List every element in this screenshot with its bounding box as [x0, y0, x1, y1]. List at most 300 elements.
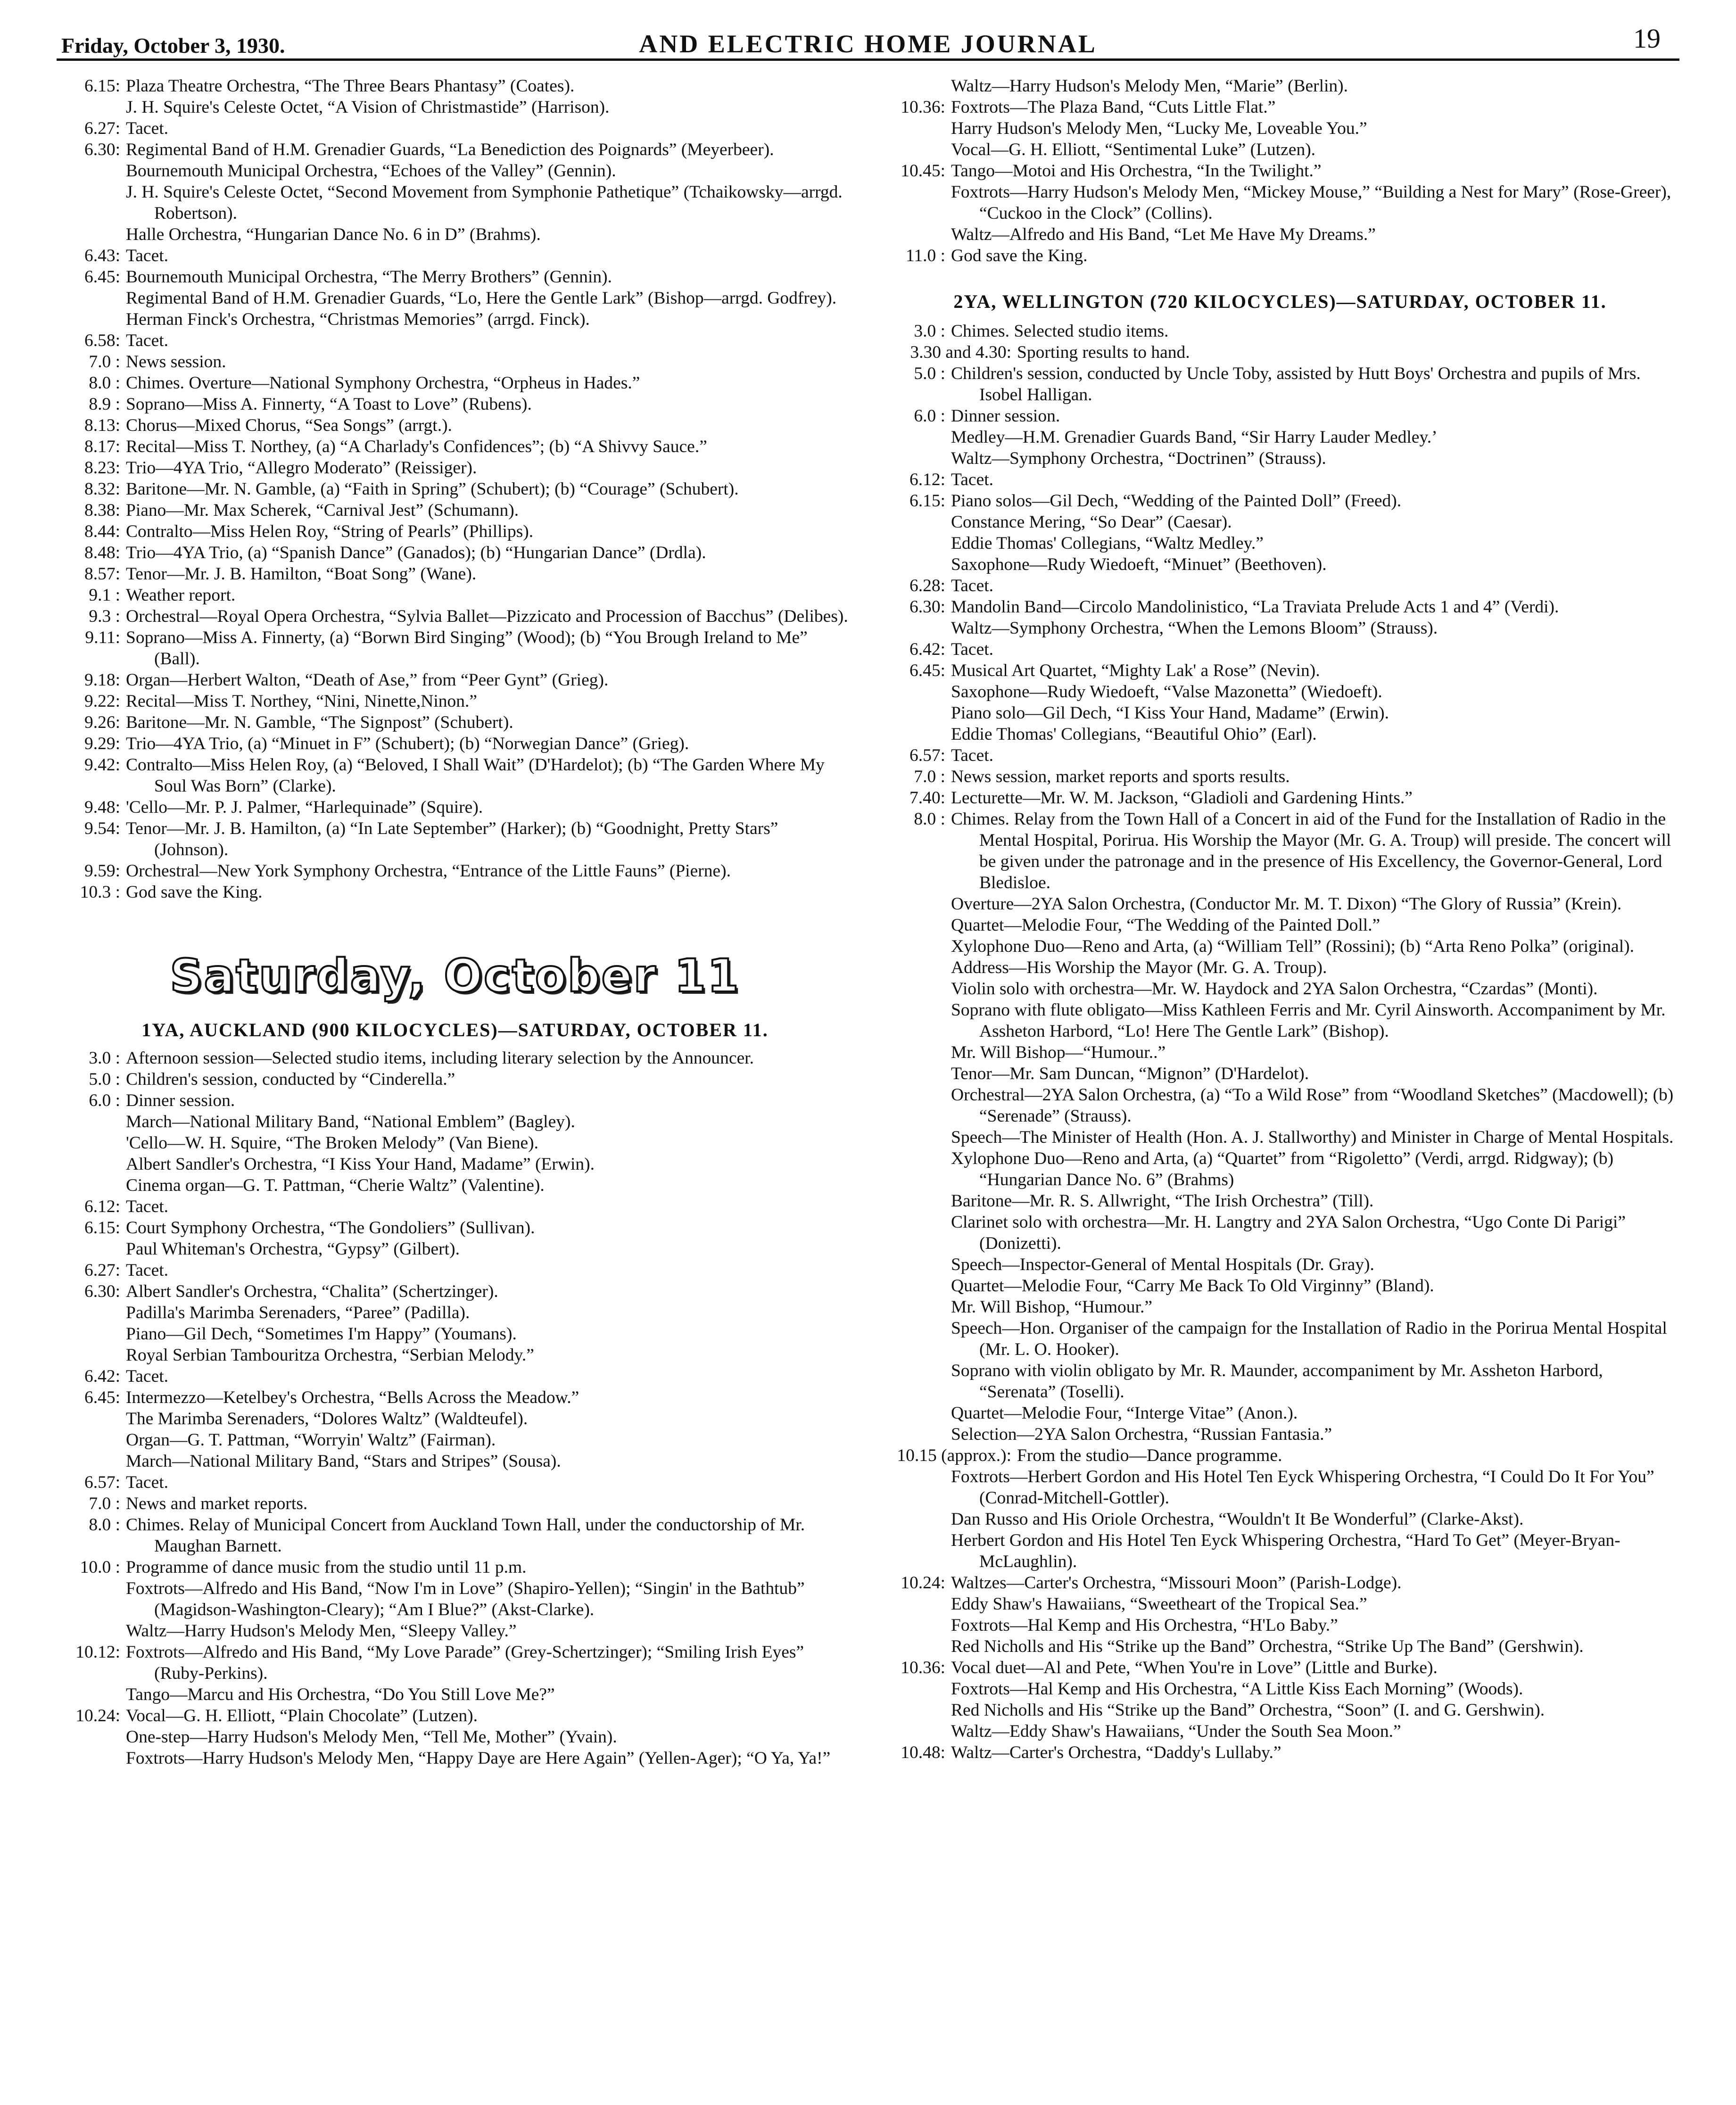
- entry-time: [886, 915, 951, 936]
- entry-time: [886, 1148, 951, 1190]
- entry-text: 'Cello—W. H. Squire, “The Broken Melody” (Van Biene).: [126, 1133, 538, 1153]
- programme-entry: [886, 1148, 1674, 1190]
- entry-time: [886, 224, 951, 245]
- entry-time: 7.0 :: [89, 352, 120, 371]
- entry-time: [886, 448, 951, 469]
- programme-entry: [61, 860, 849, 882]
- entry-time: 10.3 :: [80, 883, 120, 902]
- entry-time: [61, 1726, 126, 1748]
- entry-time: [61, 1620, 126, 1642]
- entry-text: Weather report.: [126, 586, 236, 605]
- programme-entry: [886, 1275, 1674, 1296]
- entry-time: [61, 309, 126, 330]
- entry-time: 6.30:: [84, 140, 120, 159]
- entry-text: Dan Russo and His Oriole Orchestra, “Wouldn't It Be Wonderful” (Clarke-Akst).: [951, 1510, 1524, 1529]
- entry-text: Children's session, conducted by “Cinderella.”: [126, 1070, 455, 1089]
- programme-list-4ya-friday: [61, 75, 849, 903]
- entry-text: Dinner session.: [126, 1091, 235, 1110]
- programme-entry: [61, 372, 849, 394]
- entry-text: Waltzes—Carter's Orchestra, “Missouri Moon” (Parish-Lodge).: [951, 1573, 1402, 1593]
- entry-time: [61, 1111, 126, 1132]
- entry-text: Bournemouth Municipal Orchestra, “The Merry Brothers” (Gennin).: [126, 267, 612, 287]
- entry-time: [886, 533, 951, 554]
- saturday-heading: Saturday, October 11: [170, 949, 740, 1002]
- programme-entry: [61, 542, 849, 563]
- entry-text: Waltz—Symphony Orchestra, “Doctrinen” (Strauss).: [951, 449, 1326, 468]
- entry-text: Violin solo with orchestra—Mr. W. Haydock and 2YA Salon Orchestra, “Czardas” (Monti).: [951, 979, 1598, 999]
- entry-time: [886, 618, 951, 639]
- entry-text: Soprano with flute obligato—Miss Kathleen Ferris and Mr. Cyril Ainsworth. Accompaniment by Mr. Assheton Harbord, “Lo! Here The Gentle Lark” (Bishop).: [951, 1000, 1666, 1041]
- entry-time: [886, 75, 951, 97]
- entry-text: Eddie Thomas' Collegians, “Waltz Medley.”: [951, 534, 1264, 553]
- programme-entry: [61, 75, 849, 97]
- entry-time: 10.12:: [75, 1643, 120, 1662]
- entry-text: Plaza Theatre Orchestra, “The Three Bears Phantasy” (Coates).: [126, 76, 575, 96]
- entry-text: Children's session, conducted by Uncle Toby, assisted by Hutt Boys' Orchestra and pupils of Mrs. Isobel Halligan.: [951, 364, 1641, 404]
- entry-time: 5.0 :: [89, 1070, 120, 1089]
- entry-time: 8.38:: [84, 501, 120, 520]
- programme-entry: [886, 363, 1674, 405]
- programme-entry: [61, 1323, 849, 1345]
- entry-text: March—National Military Band, “National Emblem” (Bagley).: [126, 1112, 575, 1131]
- entry-text: Waltz—Harry Hudson's Melody Men, “Sleepy Valley.”: [126, 1621, 517, 1641]
- entry-text: Mr. Will Bishop—“Humour..”: [951, 1043, 1166, 1062]
- programme-entry: [886, 1678, 1674, 1700]
- entry-text: Vocal duet—Al and Pete, “When You're in Love” (Little and Burke).: [951, 1658, 1438, 1677]
- entry-time: [61, 1175, 126, 1196]
- entry-time: 8.0 :: [914, 809, 945, 829]
- entry-time: 6.45:: [909, 661, 945, 680]
- entry-text: God save the King.: [951, 246, 1088, 265]
- entry-time: 8.44:: [84, 522, 120, 541]
- programme-entry: [886, 893, 1674, 915]
- entry-time: 6.27:: [84, 119, 120, 138]
- programme-entry: [886, 639, 1674, 660]
- entry-text: Albert Sandler's Orchestra, “Chalita” (Schertzinger).: [126, 1282, 498, 1301]
- entry-text: Padilla's Marimba Serenaders, “Paree” (Padilla).: [126, 1303, 470, 1322]
- entry-text: Tacet.: [951, 640, 994, 659]
- entry-time: [61, 160, 126, 182]
- entry-text: Chimes. Relay from the Town Hall of a Concert in aid of the Fund for the Installation of Radio in the Mental Hospital, Porirua. His Worship the Mayor (Mr. G. A. Troup) will preside. The concert will be given under the patronage and in the presence of His Excellency, the Governor-General, Lord Bledisloe.: [951, 809, 1671, 892]
- entry-text: Tacet.: [126, 1261, 169, 1280]
- entry-time: 9.54:: [84, 819, 120, 838]
- entry-text: News session, market reports and sports results.: [951, 767, 1290, 786]
- programme-entry: [61, 1493, 849, 1514]
- programme-entry: [61, 797, 849, 818]
- programme-entry: [886, 978, 1674, 999]
- programme-entry: [886, 533, 1674, 554]
- entry-text: Dinner session.: [951, 406, 1060, 426]
- entry-text: Cinema organ—G. T. Pattman, “Cherie Waltz” (Valentine).: [126, 1176, 545, 1195]
- entry-text: Recital—Miss T. Northey, (a) “A Charlady's Confidences”; (b) “A Shivvy Sauce.”: [126, 437, 707, 456]
- programme-entry: [61, 1578, 849, 1620]
- entry-time: [61, 1429, 126, 1451]
- entry-time: [61, 1408, 126, 1429]
- entry-text: The Marimba Serenaders, “Dolores Waltz” (Waldteufel).: [126, 1409, 528, 1428]
- entry-time: [886, 1466, 951, 1509]
- entry-text: Foxtrots—Herbert Gordon and His Hotel Ten Eyck Whispering Orchestra, “I Could Do It For You” (Conrad-Mitchell-Gottler).: [951, 1467, 1654, 1508]
- programme-entry: [886, 448, 1674, 469]
- programme-entry: [61, 288, 849, 309]
- entry-text: Eddie Thomas' Collegians, “Beautiful Ohio” (Earl).: [951, 725, 1317, 744]
- programme-entry: [61, 1111, 849, 1132]
- programme-entry: [61, 1642, 849, 1684]
- programme-entry: [61, 457, 849, 479]
- programme-entry: [886, 1721, 1674, 1742]
- programme-entry: [886, 596, 1674, 618]
- programme-entry: [61, 1451, 849, 1472]
- entry-text: Piano solos—Gil Dech, “Wedding of the Painted Doll” (Freed).: [951, 491, 1402, 511]
- programme-entry: [886, 490, 1674, 512]
- programme-entry: [61, 1302, 849, 1323]
- entry-text: Quartet—Melodie Four, “Carry Me Back To Old Virginny” (Bland).: [951, 1276, 1434, 1296]
- entry-text: Musical Art Quartet, “Mighty Lak' a Rose” (Nevin).: [951, 661, 1320, 680]
- programme-entry: [61, 1472, 849, 1493]
- entry-text: Medley—H.M. Grenadier Guards Band, “Sir Harry Lauder Medley.’: [951, 428, 1438, 447]
- programme-entry: [61, 160, 849, 182]
- entry-text: Quartet—Melodie Four, “Interge Vitae” (Anon.).: [951, 1403, 1298, 1423]
- programme-entry: [61, 1154, 849, 1175]
- entry-time: 6.43:: [84, 246, 120, 265]
- entry-text: Tacet.: [126, 1197, 169, 1216]
- programme-entry: [61, 818, 849, 860]
- entry-text: Soprano with violin obligato by Mr. R. Maunder, accompaniment by Mr. Assheton Harbord, “Serenata” (Toselli).: [951, 1361, 1603, 1402]
- entry-time: [886, 999, 951, 1042]
- entry-text: Chimes. Selected studio items.: [951, 322, 1169, 341]
- programme-entry: [61, 330, 849, 351]
- entry-time: [886, 1190, 951, 1212]
- programme-entry: [61, 1514, 849, 1557]
- entry-time: 8.23:: [84, 458, 120, 478]
- entry-time: [886, 427, 951, 448]
- entry-time: 6.15:: [909, 491, 945, 511]
- programme-entry: [61, 118, 849, 139]
- programme-entry: [886, 745, 1674, 766]
- entry-text: From the studio—Dance programme.: [1017, 1446, 1282, 1465]
- entry-text: Foxtrots—Harry Hudson's Melody Men, “Happy Daye are Here Again” (Yellen-Ager); “O Ya, Ya!”: [126, 1749, 831, 1768]
- programme-entry: [886, 766, 1674, 787]
- entry-time: [61, 1345, 126, 1366]
- entry-text: Court Symphony Orchestra, “The Gondoliers” (Sullivan).: [126, 1218, 535, 1238]
- entry-time: 6.58:: [84, 331, 120, 350]
- entry-time: [886, 1636, 951, 1657]
- entry-text: Baritone—Mr. R. S. Allwright, “The Irish Orchestra” (Till).: [951, 1191, 1374, 1211]
- programme-entry: [61, 1557, 849, 1578]
- entry-text: Herman Finck's Orchestra, “Christmas Memories” (arrgd. Finck).: [126, 310, 590, 329]
- programme-entry: [61, 351, 849, 372]
- entry-text: Piano solo—Gil Dech, “I Kiss Your Hand, Madame” (Erwin).: [951, 703, 1389, 723]
- programme-entry: [61, 1069, 849, 1090]
- programme-entry: [61, 394, 849, 415]
- entry-time: [886, 702, 951, 724]
- programme-entry: [886, 182, 1674, 224]
- entry-time: [61, 1323, 126, 1345]
- entry-time: 6.0 :: [914, 406, 945, 426]
- entry-time: 9.18:: [84, 670, 120, 690]
- entry-time: 6.45:: [84, 267, 120, 287]
- programme-entry: [886, 1530, 1674, 1572]
- programme-entry: [886, 469, 1674, 490]
- programme-entry: [61, 1705, 849, 1726]
- entry-text: Red Nicholls and His “Strike up the Band” Orchestra, “Strike Up The Band” (Gershwin).: [951, 1637, 1584, 1656]
- entry-time: [886, 1509, 951, 1530]
- entry-time: [61, 1748, 126, 1769]
- programme-entry: [886, 1127, 1674, 1148]
- entry-text: Baritone—Mr. N. Gamble, “The Signpost” (Schubert).: [126, 713, 513, 732]
- programme-list-1ya: [61, 1048, 849, 1769]
- entry-text: Contralto—Miss Helen Roy, (a) “Beloved, I Shall Wait” (D'Hardelot); (b) “The Garden Where My Soul Was Born” (Clarke).: [126, 755, 825, 796]
- entry-time: 6.30:: [909, 597, 945, 617]
- entry-text: Waltz—Harry Hudson's Melody Men, “Marie” (Berlin).: [951, 76, 1348, 96]
- entry-text: Tenor—Mr. J. B. Hamilton, “Boat Song” (Wane).: [126, 564, 477, 584]
- programme-entry: [886, 1466, 1674, 1509]
- entry-text: Foxtrots—Harry Hudson's Melody Men, “Mickey Mouse,” “Building a Nest for Mary” (Rose-Greer), “Cuckoo in the Clock” (Collins).: [951, 182, 1671, 223]
- entry-text: Tacet.: [951, 576, 994, 595]
- entry-text: Foxtrots—Alfredo and His Band, “My Love Parade” (Grey-Schertzinger); “Smiling Irish Eyes” (Ruby-Perkins).: [126, 1643, 804, 1683]
- entry-time: [886, 1084, 951, 1127]
- entry-time: 8.48:: [84, 543, 120, 562]
- entry-time: 10.36:: [901, 1658, 945, 1677]
- programme-entry: [886, 427, 1674, 448]
- entry-text: Orchestral—2YA Salon Orchestra, (a) “To a Wild Rose” from “Woodland Sketches” (Macdowell); (b) “Serenade” (Strauss).: [951, 1085, 1674, 1126]
- entry-time: [886, 1318, 951, 1360]
- entry-time: [886, 1721, 951, 1742]
- entry-text: Tenor—Mr. Sam Duncan, “Mignon” (D'Hardelot).: [951, 1064, 1309, 1083]
- entry-time: 10.45:: [901, 161, 945, 181]
- entry-time: [886, 1700, 951, 1721]
- entry-text: Tacet.: [126, 1473, 169, 1492]
- programme-entry: [61, 1366, 849, 1387]
- entry-text: Orchestral—Royal Opera Orchestra, “Sylvia Ballet—Pizzicato and Procession of Bacchus” (Delibes).: [126, 607, 848, 626]
- entry-time: [886, 1678, 951, 1700]
- entry-text: J. H. Squire's Celeste Octet, “Second Movement from Symphonie Pathetique” (Tchaikowsky—arrgd. Robertson).: [126, 182, 843, 223]
- programme-entry: [61, 1748, 849, 1769]
- entry-time: [886, 139, 951, 160]
- entry-time: 6.28:: [909, 576, 945, 595]
- programme-entry: [886, 1700, 1674, 1721]
- entry-text: News and market reports.: [126, 1494, 308, 1513]
- entry-time: 6.15:: [84, 76, 120, 96]
- entry-text: Foxtrots—Hal Kemp and His Orchestra, “A Little Kiss Each Morning” (Woods).: [951, 1679, 1523, 1699]
- entry-text: Waltz—Symphony Orchestra, “When the Lemons Bloom” (Strauss).: [951, 619, 1438, 638]
- programme-entry: [886, 342, 1674, 363]
- entry-time: [61, 1684, 126, 1705]
- entry-time: [886, 893, 951, 915]
- programme-entry: [61, 245, 849, 266]
- entry-text: God save the King.: [126, 883, 263, 902]
- entry-text: Trio—4YA Trio, (a) “Minuet in F” (Schubert); (b) “Norwegian Dance” (Grieg).: [126, 734, 689, 753]
- entry-time: 8.0 :: [89, 373, 120, 393]
- entry-text: Waltz—Eddy Shaw's Hawaiians, “Under the South Sea Moon.”: [951, 1722, 1401, 1741]
- entry-time: [886, 1424, 951, 1445]
- entry-text: Saxophone—Rudy Wiedoeft, “Minuet” (Beethoven).: [951, 555, 1327, 574]
- programme-entry: [61, 139, 849, 160]
- entry-time: [886, 1127, 951, 1148]
- programme-entry: [61, 1196, 849, 1217]
- entry-text: March—National Military Band, “Stars and Stripes” (Sousa).: [126, 1452, 561, 1471]
- entry-time: 7.40:: [909, 788, 945, 808]
- programme-list-1ya-dance: [886, 75, 1674, 266]
- programme-entry: [61, 182, 849, 224]
- entry-text: Mandolin Band—Circolo Mandolinistico, “La Traviata Prelude Acts 1 and 4” (Verdi).: [951, 597, 1559, 617]
- entry-text: Piano—Mr. Max Scherek, “Carnival Jest” (Schumann).: [126, 501, 519, 520]
- entry-time: [61, 1578, 126, 1620]
- programme-entry: [61, 1345, 849, 1366]
- entry-time: 9.11:: [85, 628, 120, 647]
- programme-entry: [61, 266, 849, 288]
- programme-entry: [61, 1726, 849, 1748]
- entry-time: [886, 1275, 951, 1296]
- entry-time: [886, 1615, 951, 1636]
- entry-time: 10.15 (approx.):: [897, 1446, 1011, 1465]
- journal-title: AND ELECTRIC HOME JOURNAL: [639, 30, 1097, 58]
- programme-entry: [61, 691, 849, 712]
- entry-time: 6.12:: [84, 1197, 120, 1216]
- issue-date: Friday, October 3, 1930.: [61, 33, 285, 58]
- page-number: 19: [1633, 23, 1661, 54]
- programme-entry: [886, 1636, 1674, 1657]
- programme-entry: [886, 681, 1674, 702]
- entry-time: [886, 554, 951, 575]
- entry-time: [886, 1360, 951, 1403]
- entry-text: Saxophone—Rudy Wiedoeft, “Valse Mazonetta” (Wiedoeft).: [951, 682, 1382, 702]
- entry-time: [886, 724, 951, 745]
- entry-text: Tacet.: [951, 746, 994, 765]
- entry-text: Vocal—G. H. Elliott, “Sentimental Luke” (Lutzen).: [951, 140, 1316, 159]
- entry-time: [886, 512, 951, 533]
- entry-time: 6.42:: [909, 640, 945, 659]
- left-column: [61, 75, 849, 1769]
- entry-time: 9.59:: [84, 861, 120, 881]
- programme-entry: [61, 754, 849, 797]
- entry-text: Baritone—Mr. N. Gamble, (a) “Faith in Spring” (Schubert); (b) “Courage” (Schubert).: [126, 479, 739, 499]
- programme-entry: [886, 1360, 1674, 1403]
- entry-time: 6.57:: [909, 746, 945, 765]
- entry-time: 8.32:: [84, 479, 120, 499]
- entry-text: Bournemouth Municipal Orchestra, “Echoes of the Valley” (Gennin).: [126, 161, 616, 181]
- programme-entry: [61, 1090, 849, 1111]
- entry-text: Organ—Herbert Walton, “Death of Ase,” from “Peer Gynt” (Grieg).: [126, 670, 609, 690]
- entry-time: [886, 1403, 951, 1424]
- entry-time: [61, 224, 126, 245]
- programme-entry: [61, 627, 849, 669]
- station-heading-2ya: 2YA, WELLINGTON (720 KILOCYCLES)—SATURDAY, OCTOBER 11.: [953, 291, 1607, 312]
- entry-text: Overture—2YA Salon Orchestra, (Conductor Mr. M. T. Dixon) “The Glory of Russia” (Krein).: [951, 894, 1622, 914]
- entry-time: [61, 97, 126, 118]
- entry-time: [886, 1212, 951, 1254]
- entry-time: 9.26:: [84, 713, 120, 732]
- programme-entry: [61, 1620, 849, 1642]
- entry-text: Lecturette—Mr. W. M. Jackson, “Gladioli and Gardening Hints.”: [951, 788, 1413, 808]
- entry-text: Address—His Worship the Mayor (Mr. G. A. Troup).: [951, 958, 1327, 977]
- entry-text: Recital—Miss T. Northey, “Nini, Ninette,Ninon.”: [126, 692, 478, 711]
- header-rule: [57, 58, 1679, 61]
- entry-time: [61, 288, 126, 309]
- programme-entry: [886, 1403, 1674, 1424]
- entry-text: Albert Sandler's Orchestra, “I Kiss Your Hand, Madame” (Erwin).: [126, 1155, 595, 1174]
- entry-time: 3.30 and 4.30:: [910, 343, 1011, 362]
- programme-entry: [886, 1572, 1674, 1593]
- entry-text: Foxtrots—Alfredo and His Band, “Now I'm in Love” (Shapiro-Yellen); “Singin' in the Bathtub” (Magidson-Washington-Cleary); “Am I Blue?” (Akst-Clarke).: [126, 1579, 805, 1619]
- entry-time: 6.15:: [84, 1218, 120, 1238]
- entry-time: [886, 681, 951, 702]
- programme-entry: [886, 139, 1674, 160]
- entry-time: 8.17:: [84, 437, 120, 456]
- entry-text: Intermezzo—Ketelbey's Orchestra, “Bells Across the Meadow.”: [126, 1388, 579, 1407]
- entry-time: [61, 1451, 126, 1472]
- entry-text: Xylophone Duo—Reno and Arta, (a) “Quartet” from “Rigoletto” (Verdi, arrgd. Ridgway); (b) “Hungarian Dance No. 6” (Brahms): [951, 1149, 1614, 1189]
- entry-time: [886, 118, 951, 139]
- programme-entry: [61, 500, 849, 521]
- entry-time: 6.30:: [84, 1282, 120, 1301]
- entry-text: Speech—The Minister of Health (Hon. A. J. Stallworthy) and Minister in Charge of Mental Hospitals.: [951, 1128, 1674, 1147]
- entry-text: Tacet.: [126, 246, 169, 265]
- entry-time: [61, 1302, 126, 1323]
- programme-entry: [61, 415, 849, 436]
- programme-entry: [61, 1408, 849, 1429]
- programme-entry: [886, 160, 1674, 182]
- programme-entry: [886, 915, 1674, 936]
- entry-text: Foxtrots—Hal Kemp and His Orchestra, “H'Lo Baby.”: [951, 1616, 1338, 1635]
- entry-text: Tango—Marcu and His Orchestra, “Do You Still Love Me?”: [126, 1685, 555, 1704]
- entry-text: Constance Mering, “So Dear” (Caesar).: [951, 512, 1232, 532]
- programme-entry: [886, 809, 1674, 893]
- programme-entry: [61, 97, 849, 118]
- entry-text: Orchestral—New York Symphony Orchestra, “Entrance of the Little Fauns” (Pierne).: [126, 861, 731, 881]
- programme-entry: [886, 224, 1674, 245]
- programme-entry: [61, 224, 849, 245]
- programme-entry: [61, 479, 849, 500]
- entry-time: 7.0 :: [914, 767, 945, 786]
- programme-entry: [886, 1424, 1674, 1445]
- entry-time: 3.0 :: [89, 1048, 120, 1068]
- programme-entry: [886, 1190, 1674, 1212]
- programme-entry: [886, 245, 1674, 266]
- programme-entry: [886, 1445, 1674, 1466]
- programme-entry: [61, 1238, 849, 1260]
- entry-time: 9.42:: [84, 755, 120, 775]
- entry-text: Soprano—Miss A. Finnerty, “A Toast to Love” (Rubens).: [126, 395, 532, 414]
- entry-time: 6.45:: [84, 1388, 120, 1407]
- entry-time: 10.0 :: [80, 1558, 120, 1577]
- programme-entry: [61, 1175, 849, 1196]
- entry-time: 9.29:: [84, 734, 120, 753]
- entry-text: Harry Hudson's Melody Men, “Lucky Me, Loveable You.”: [951, 119, 1367, 138]
- entry-text: Tenor—Mr. J. B. Hamilton, (a) “In Late September” (Harker); (b) “Goodnight, Pretty Stars” (Johnson).: [126, 819, 778, 859]
- programme-entry: [61, 1132, 849, 1154]
- entry-time: 6.12:: [909, 470, 945, 489]
- programme-entry: [886, 512, 1674, 533]
- entry-text: Halle Orchestra, “Hungarian Dance No. 6 in D” (Brahms).: [126, 225, 541, 244]
- page-header: [61, 19, 1675, 57]
- entry-text: Waltz—Alfredo and His Band, “Let Me Have My Dreams.”: [951, 225, 1376, 244]
- programme-list-2ya: [886, 321, 1674, 1763]
- entry-text: Regimental Band of H.M. Grenadier Guards, “Lo, Here the Gentle Lark” (Bishop—arrgd. Godfrey).: [126, 289, 837, 308]
- entry-text: Programme of dance music from the studio until 11 p.m.: [126, 1558, 527, 1577]
- entry-text: Xylophone Duo—Reno and Arta, (a) “William Tell” (Rossini); (b) “Arta Reno Polka” (original).: [951, 937, 1634, 956]
- entry-time: [61, 182, 126, 224]
- entry-text: Waltz—Carter's Orchestra, “Daddy's Lullaby.”: [951, 1743, 1281, 1762]
- entry-text: Afternoon session—Selected studio items, including literary selection by the Announcer.: [126, 1048, 754, 1068]
- programme-entry: [886, 1212, 1674, 1254]
- entry-time: [886, 1593, 951, 1615]
- programme-entry: [61, 712, 849, 733]
- programme-entry: [886, 999, 1674, 1042]
- entry-text: Soprano—Miss A. Finnerty, (a) “Borwn Bird Singing” (Wood); (b) “You Brough Ireland to Me” (Ball).: [126, 628, 808, 669]
- programme-entry: [886, 957, 1674, 978]
- entry-time: 10.36:: [901, 98, 945, 117]
- entry-time: 11.0 :: [905, 246, 945, 265]
